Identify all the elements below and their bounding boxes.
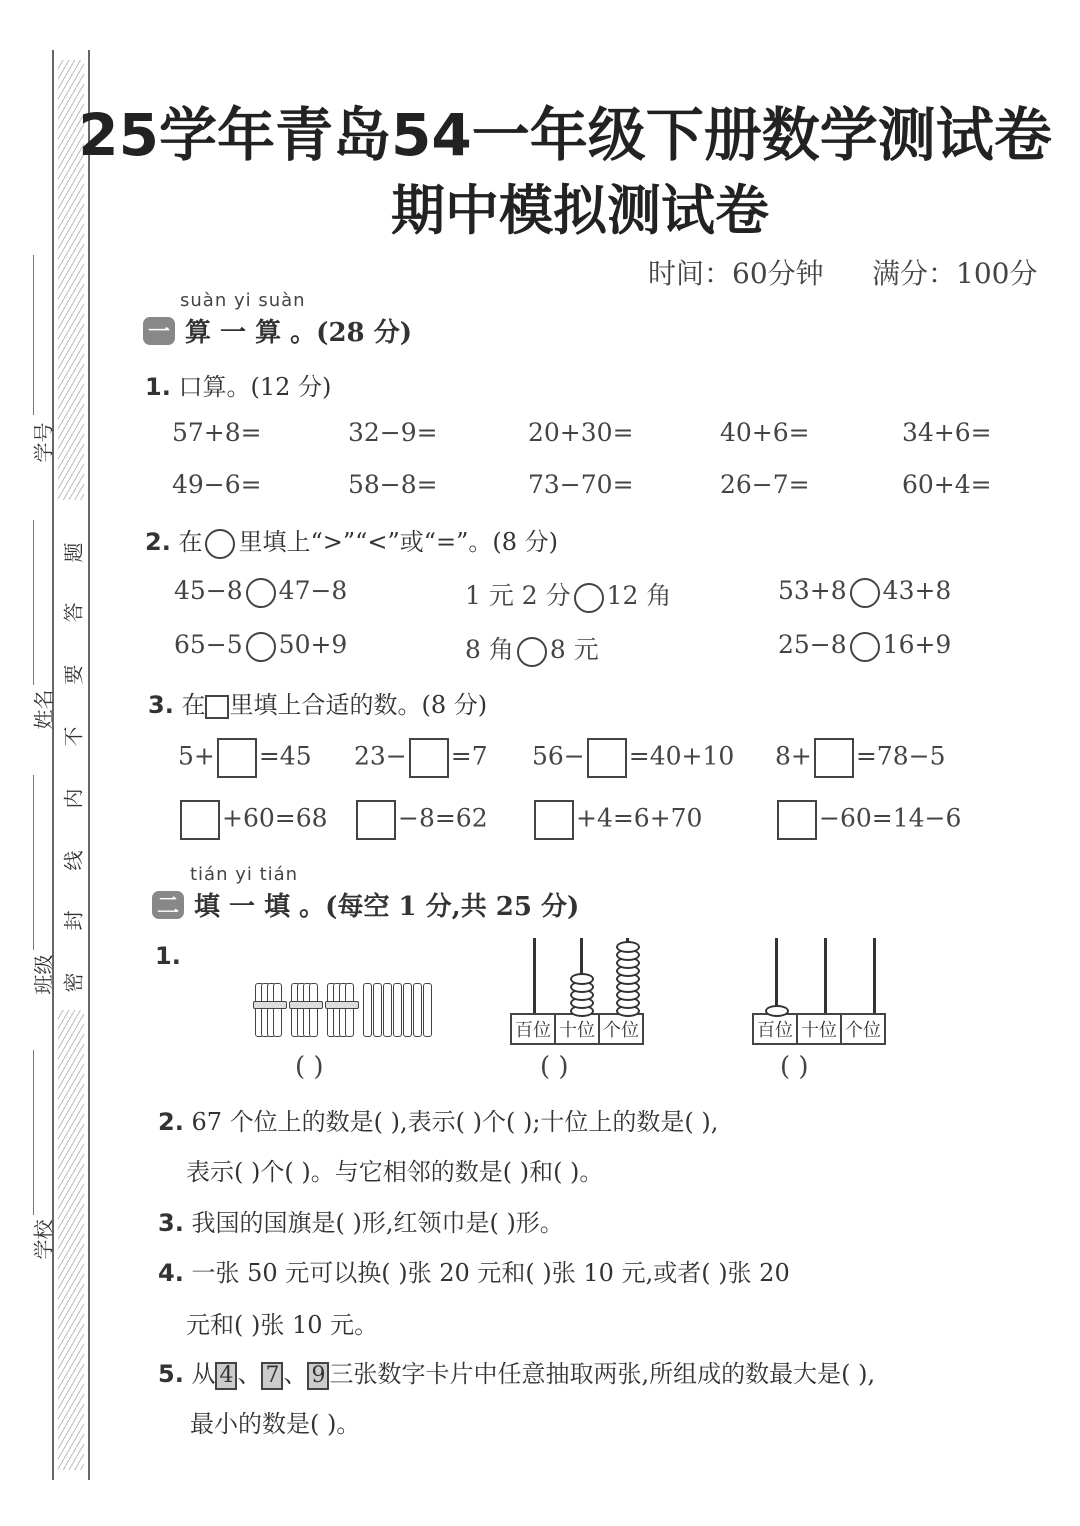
compare-circle[interactable]: [574, 583, 604, 613]
stick-icon: [423, 983, 432, 1037]
margin-line-inner: [88, 50, 90, 1480]
compare-item: [778, 630, 951, 662]
answer-box[interactable]: [217, 738, 257, 778]
student-id-label: 学号: [31, 422, 56, 463]
compare-item: [174, 630, 347, 662]
q-text: 我国的国旗是( )形,红领巾是( )形。: [191, 1209, 564, 1237]
answer-blank[interactable]: ( ): [295, 1052, 324, 1082]
school-label: 学校: [31, 1219, 56, 1260]
seal-char: 要: [61, 664, 86, 685]
stick-icon: [403, 983, 412, 1037]
stick-bundle-icon: [291, 981, 321, 1036]
equation-right: +60=68: [222, 803, 328, 833]
abacus-figure-1: [510, 935, 660, 1045]
circle-icon: [205, 529, 235, 559]
fill-line: [33, 255, 34, 415]
fill-box-item: [775, 738, 945, 778]
q2-prompt: [145, 522, 558, 559]
seal-char: 封: [61, 910, 86, 931]
section1-heading: [143, 312, 412, 349]
mental-math-item: 60+4=: [902, 470, 992, 499]
place-label: 个位: [603, 1020, 639, 1041]
section1-badge: 一: [143, 317, 175, 345]
mental-math-item: 57+8=: [172, 418, 262, 447]
stick-icon: [413, 983, 422, 1037]
compare-item: [174, 576, 347, 608]
abacus-rod: [775, 938, 778, 1013]
compare-left: 65−5: [174, 630, 243, 659]
seal-char: 线: [61, 850, 86, 871]
answer-box[interactable]: [356, 800, 396, 840]
q-text: 里填上“>”“<”或“=”。(8 分): [238, 528, 559, 556]
compare-item: [465, 576, 671, 613]
compare-item: [465, 630, 599, 667]
hatch-bottom: [58, 1010, 84, 1470]
fill-box-item: [775, 800, 961, 840]
answer-box[interactable]: [409, 738, 449, 778]
compare-left: 8 角: [465, 635, 514, 664]
fill-line: [33, 1050, 34, 1215]
q-number: 1.: [145, 373, 171, 401]
q2-line1: [158, 1102, 718, 1137]
fill-box-item: [532, 738, 734, 778]
mental-math-item: 49−6=: [172, 470, 262, 499]
q5-line2: 最小的数是( )。: [190, 1410, 361, 1438]
q5-line1: [158, 1354, 875, 1390]
stick-icon: [383, 983, 392, 1037]
place-label: 个位: [845, 1020, 881, 1041]
fill-box-item: [532, 800, 702, 840]
place-label: 十位: [556, 1015, 600, 1043]
name-label: 姓名: [31, 689, 56, 730]
stick-icon: [273, 983, 282, 1037]
section1-title: 算 一 算 。(28 分): [185, 318, 412, 348]
stick-icon: [373, 983, 382, 1037]
separator: 、: [237, 1360, 262, 1388]
section2-title: 填 一 填 。(每空 1 分,共 25 分): [194, 892, 580, 922]
margin-line-outer: [52, 50, 54, 1480]
abacus-base: [752, 1013, 886, 1045]
page-subtitle: 期中模拟测试卷: [391, 179, 769, 242]
mental-math-item: 73−70=: [528, 470, 634, 499]
answer-box[interactable]: [534, 800, 574, 840]
separator: 、: [283, 1360, 308, 1388]
section2-pinyin: tián yi tián: [190, 864, 299, 885]
page-title: 25学年青岛54一年级下册数学测试卷: [78, 101, 1052, 169]
q3-line: [158, 1203, 564, 1238]
compare-left: 25−8: [778, 630, 847, 659]
answer-box[interactable]: [587, 738, 627, 778]
q-number: 3.: [158, 1209, 184, 1237]
q4-line1: [158, 1253, 790, 1288]
compare-right: 50+9: [278, 630, 348, 659]
place-label: 十位: [798, 1015, 842, 1043]
compare-circle[interactable]: [246, 578, 276, 608]
q-text: 口算。(12 分): [178, 373, 332, 401]
digit-card: 9: [307, 1362, 329, 1390]
compare-left: 53+8: [778, 576, 847, 605]
q-text: 一张 50 元可以换( )张 20 元和( )张 10 元,或者( )张 20: [191, 1259, 790, 1287]
equation-right: =45: [258, 741, 312, 771]
square-icon: [205, 695, 229, 719]
q2-line2: 表示( )个( )。与它相邻的数是( )和( )。: [186, 1158, 604, 1186]
seal-char: 题: [61, 542, 86, 563]
fill-box-item: [178, 800, 328, 840]
compare-left: 1 元 2 分: [465, 581, 571, 610]
mental-math-item: 58−8=: [348, 470, 438, 499]
digit-card: 4: [215, 1362, 237, 1390]
mental-math-item: 20+30=: [528, 418, 634, 447]
compare-circle[interactable]: [517, 637, 547, 667]
q-number: 2.: [158, 1108, 184, 1136]
q-text: 从: [191, 1360, 216, 1388]
q3-prompt: [148, 685, 487, 720]
counting-sticks-figure: [255, 975, 430, 1045]
equation-left: 56−: [532, 741, 585, 771]
q-text: 在: [178, 528, 203, 556]
stick-icon: [393, 983, 402, 1037]
digit-card: 7: [261, 1362, 283, 1390]
answer-blank[interactable]: ( ): [540, 1052, 569, 1082]
place-label: 百位: [512, 1015, 556, 1043]
equation-left: 8+: [775, 741, 812, 771]
q-number: 3.: [148, 691, 174, 719]
band-icon: [289, 1001, 323, 1009]
equation-right: −60=14−6: [819, 803, 962, 833]
fill-box-item: [354, 800, 488, 840]
q-text: 三张数字卡片中任意抽取两张,所组成的数最大是( ),: [329, 1360, 876, 1388]
abacus-base: [510, 1013, 644, 1045]
seal-char: 密: [61, 972, 86, 993]
equation-right: =40+10: [628, 741, 735, 771]
stick-icon: [345, 983, 354, 1037]
class-label: 班级: [31, 954, 56, 995]
answer-blank[interactable]: ( ): [780, 1052, 809, 1082]
q-number: 5.: [158, 1360, 184, 1388]
compare-right: 47−8: [278, 576, 348, 605]
section2-heading: [152, 886, 579, 923]
answer-box[interactable]: [814, 738, 854, 778]
fill-line: [33, 520, 34, 685]
abacus-bead: [570, 973, 594, 985]
compare-right: 16+9: [882, 630, 952, 659]
abacus-rod: [873, 938, 876, 1013]
compare-circle[interactable]: [246, 632, 276, 662]
exam-time: 时间：60分钟: [648, 257, 824, 290]
q-text: 里填上合适的数。(8 分): [229, 691, 488, 719]
equation-right: +4=6+70: [576, 803, 703, 833]
place-label: 百位: [754, 1015, 798, 1043]
compare-left: 45−8: [174, 576, 243, 605]
abacus-bead: [616, 941, 640, 953]
fill-box-item: [354, 738, 488, 778]
abacus-rod: [533, 938, 536, 1013]
compare-circle[interactable]: [850, 578, 880, 608]
equation-right: =7: [450, 741, 488, 771]
compare-circle[interactable]: [850, 632, 880, 662]
seal-char: 内: [61, 788, 86, 809]
stick-icon: [363, 983, 372, 1037]
seal-char: 答: [61, 602, 86, 623]
section1-pinyin: suàn yi suàn: [180, 290, 306, 311]
abacus-bead: [765, 1005, 789, 1017]
q1-prompt: [145, 367, 331, 402]
seal-char: 不: [61, 726, 86, 747]
compare-right: 8 元: [549, 635, 599, 664]
compare-item: [778, 576, 951, 608]
equation-left: 23−: [354, 741, 407, 771]
equation-right: −8=62: [398, 803, 488, 833]
mental-math-item: 26−7=: [720, 470, 810, 499]
abacus-figure-2: [752, 935, 902, 1045]
answer-box[interactable]: [777, 800, 817, 840]
mental-math-item: 40+6=: [720, 418, 810, 447]
fill-line: [33, 775, 34, 950]
stick-bundle-icon: [255, 981, 285, 1036]
answer-box[interactable]: [180, 800, 220, 840]
q-text: 在: [181, 691, 206, 719]
full-score: 满分：100分: [872, 257, 1038, 290]
abacus-rod: [824, 938, 827, 1013]
q-number: 1.: [155, 942, 181, 970]
equation-right: =78−5: [855, 741, 946, 771]
equation-left: 5+: [178, 741, 215, 771]
q-text: 67 个位上的数是( ),表示( )个( );十位上的数是( ),: [191, 1108, 719, 1136]
mental-math-item: 32−9=: [348, 418, 438, 447]
compare-right: 12 角: [606, 581, 672, 610]
section2-badge: 二: [152, 891, 184, 919]
band-icon: [253, 1001, 287, 1009]
q-number: 2.: [145, 528, 171, 556]
q4-line2: 元和( )张 10 元。: [186, 1311, 379, 1339]
q1-number: [155, 942, 181, 970]
stick-icon: [309, 983, 318, 1037]
mental-math-item: 34+6=: [902, 418, 992, 447]
stick-bundle-icon: [327, 981, 357, 1036]
band-icon: [325, 1001, 359, 1009]
q-number: 4.: [158, 1259, 184, 1287]
compare-right: 43+8: [882, 576, 952, 605]
fill-box-item: [178, 738, 312, 778]
